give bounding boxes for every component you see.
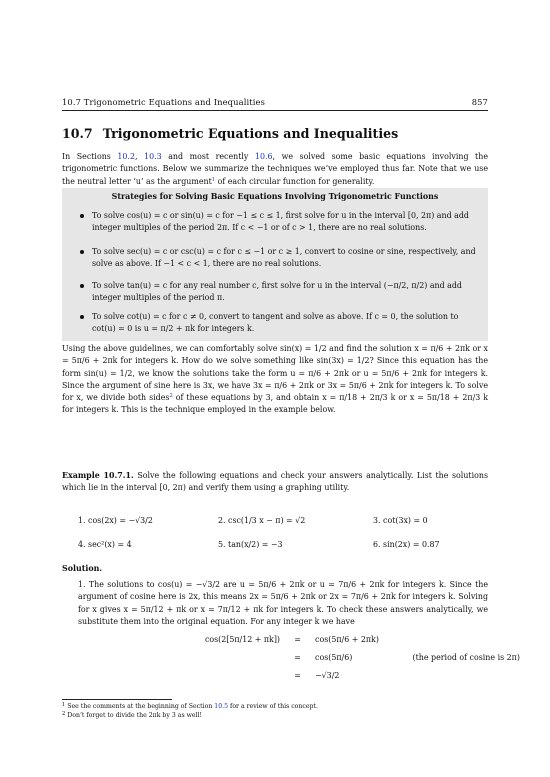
running-header bbox=[62, 97, 488, 107]
guidelines-text: Using the above guidelines, we can comfortably solve sin(x) = 1/2 and find the solution x = π/6 + 2πk or x = 5π/6 + 2πk for integers k. How do we solve something like sin(3x) = 1/2? Since this equation has the form sin(u) = 1/2, we know the solutions take the form u = π/6 + 2πk or u = 5π/6 + 2πk for integers k. Since the argument of sine here is 3x, we have 3x = π/6 + 2πk or 3x = 5π/6 + 2πk for integers k. To solve for x, we divide both sides bbox=[62, 344, 488, 403]
problem-4: 4. sec²(x) = 4 bbox=[78, 540, 132, 549]
equation-rhs: cos(5π/6 + 2πk) bbox=[315, 635, 379, 644]
bullet-icon bbox=[80, 315, 84, 319]
section-link-10-2[interactable]: 10.2 bbox=[117, 152, 135, 161]
strategy-item-text: To solve cos(u) = c or sin(u) = c for −1 ≤ c ≤ 1, first solve for u in the interval [0, 2π) and add integer multiples of the period 2π. If c < −1 or of c > 1, there are no real solutions. bbox=[92, 211, 469, 233]
example-text: Solve the following equations and check your answers analytically. List the solutions which lie in the interval [0, 2π) and verify them using a graphing utility. bbox=[62, 471, 488, 493]
section-link-10-3[interactable]: 10.3 bbox=[144, 152, 162, 161]
guidelines-text: of these equations by 3, and obtain x = π/18 + 2π/3 k or x = 5π/18 + 2π/3 k for integers k. This is the technique employed in the example below. bbox=[62, 393, 489, 415]
solution-paragraph: 1. The solutions to cos(u) = −√3/2 are u = 5π/6 + 2πk or u = 7π/6 + 2πk for integers k. Since the argument of cosine here is 2x, this means 2x = 5π/6 + 2πk or 2x = 7π/6 + 2πk for integers k. Solving for x gives x = 5π/12 + πk or x = 7π/12 + πk for integers k. To check these answers analytically, we substitute them into the original equation. For any integer k we have bbox=[78, 580, 488, 626]
equation-row bbox=[160, 670, 410, 682]
footnote-1 bbox=[62, 703, 318, 711]
problem-1: 1. cos(2x) = −√3/2 bbox=[78, 516, 153, 525]
intro-paragraph bbox=[62, 151, 488, 188]
strategy-item bbox=[92, 210, 478, 235]
strategy-item bbox=[92, 311, 478, 336]
equation-rhs: cos(5π/6) bbox=[315, 653, 353, 662]
strategy-box-title: Strategies for Solving Basic Equations Involving Trigonometric Functions bbox=[111, 192, 439, 201]
footnote-number: 2 bbox=[62, 711, 66, 717]
running-header-title: 10.7 Trigonometric Equations and Inequalities bbox=[62, 97, 265, 107]
intro-text: , bbox=[134, 152, 138, 161]
section-number: 10.7 bbox=[62, 126, 93, 141]
equation-relation: = bbox=[294, 653, 301, 662]
strategy-item-text: To solve sec(u) = c or csc(u) = c for c ≤ −1 or c ≥ 1, convert to cosine or sine, respectively, and solve as above. If −1 < c < 1, there are no real solutions. bbox=[92, 247, 476, 269]
bullet-icon bbox=[80, 284, 84, 288]
equation-lhs: cos(2[5π/12 + πk]) bbox=[204, 635, 280, 644]
footnote-number: 1 bbox=[62, 702, 66, 708]
footnote-2 bbox=[62, 712, 202, 720]
footnote-ref-2[interactable]: 2 bbox=[169, 393, 173, 400]
footnote-rule bbox=[62, 699, 172, 700]
bullet-icon bbox=[80, 214, 84, 218]
strategy-item bbox=[92, 246, 478, 271]
equation-row bbox=[160, 652, 520, 664]
strategy-item bbox=[92, 280, 478, 305]
example-heading bbox=[62, 470, 488, 495]
section-link-10-5[interactable]: 10.5 bbox=[214, 703, 229, 710]
equation-rhs: −√3/2 bbox=[315, 671, 340, 680]
guidelines-paragraph bbox=[62, 343, 488, 417]
equation-relation: = bbox=[294, 635, 301, 644]
footnote-text: Don’t forget to divide the 2πk by 3 as well! bbox=[67, 712, 202, 719]
footnote-ref-1[interactable]: 1 bbox=[211, 176, 216, 183]
header-rule bbox=[62, 110, 488, 111]
equation-row bbox=[160, 634, 410, 646]
problem-3: 3. cot(3x) = 0 bbox=[373, 516, 428, 525]
intro-text: of each circular function for generality. bbox=[217, 176, 375, 186]
solution-label: Solution. bbox=[62, 564, 103, 573]
example-label: Example 10.7.1. bbox=[62, 471, 134, 480]
problem-6: 6. sin(2x) = 0.87 bbox=[373, 540, 440, 549]
section-heading bbox=[62, 126, 488, 141]
equation-note: (the period of cosine is 2π) bbox=[412, 653, 520, 662]
strategy-item-text: To solve cot(u) = c for c ≠ 0, convert to tangent and solve as above. If c = 0, the solution to cot(u) = 0 is u = π/2 + πk for integers k. bbox=[92, 312, 459, 334]
section-title: Trigonometric Equations and Inequalities bbox=[102, 126, 399, 141]
strategy-box bbox=[62, 188, 488, 341]
problem-2: 2. csc(1/3 x − π) = √2 bbox=[218, 516, 306, 525]
page-number: 857 bbox=[471, 97, 488, 107]
strategy-item-text: To solve tan(u) = c for any real number c, first solve for u in the interval (−π/2, π/2) and add integer multiples of the period π. bbox=[92, 281, 462, 303]
footnote-text: See the comments at the beginning of Section bbox=[67, 703, 213, 710]
equation-relation: = bbox=[294, 671, 301, 680]
problem-5: 5. tan(x/2) = −3 bbox=[218, 540, 283, 549]
footnote-text: for a review of this concept. bbox=[230, 703, 318, 710]
intro-text: and most recently bbox=[168, 152, 249, 161]
section-link-10-6[interactable]: 10.6 bbox=[254, 152, 273, 161]
intro-text: , we solved some basic equations involving the trigonometric functions. Below we summarize the techniques we’ve employed thus far. Note that we use the neutral letter ‘u’ as the argument bbox=[62, 152, 488, 186]
intro-text: In Sections bbox=[62, 152, 111, 161]
bullet-icon bbox=[80, 250, 84, 254]
